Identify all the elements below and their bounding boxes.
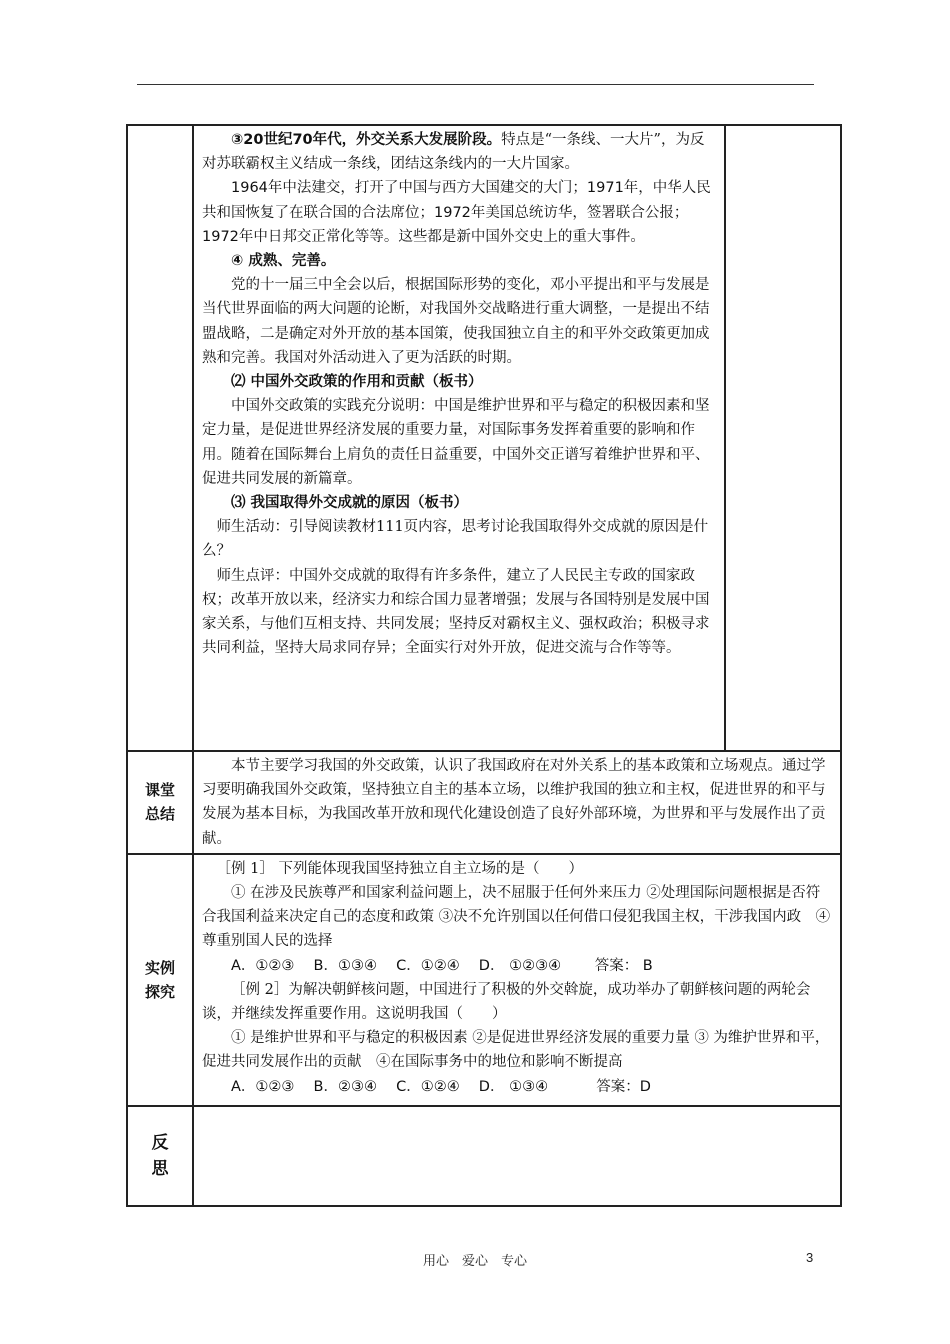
content-cell	[193, 125, 725, 751]
empty-label-cell	[127, 125, 193, 751]
examples-label-line2: 探究	[144, 982, 175, 1001]
footer-motto: 用心 爱心 专心	[422, 1254, 527, 1269]
paragraph-events: 1964年中法建交，打开了中国与西方大国建交的大门；1971年，中华人民共和国恢复了在联合国的合法席位；1972年美国总统访华，签署联合公报；1972年中日邦交正常化等等。这些都是新中国外交史上的重大事件。	[202, 180, 711, 245]
summary-label-line1: 课堂	[144, 781, 175, 800]
heading-reasons: ⑶ 我国取得外交成就的原因（板书）	[231, 495, 469, 512]
examples-label-line1: 实例	[144, 958, 175, 977]
paragraph-stage-3	[202, 128, 718, 176]
reflection-label-line2: 思	[151, 1158, 169, 1179]
lesson-table	[126, 124, 842, 1207]
paragraph-comment: 师生点评：中国外交成就的取得有许多条件，建立了人民民主专政的国家政权；改革开放以来，经济实力和综合国力显著增强；发展与各国特别是发展中国家关系，与他们互相支持、共同发展；坚持反对霸权主义、强权政治；积极寻求共同利益，坚持大局求同存异；全面实行对外开放，促进交流与合作等等。	[202, 567, 710, 657]
stage-3-heading: ③20世纪70年代，外交关系大发展阶段。	[231, 132, 502, 148]
notes-cell	[725, 125, 841, 751]
header-rule	[137, 84, 814, 85]
paragraph-activity: 师生活动：引导阅读教材111页内容，思考讨论我国取得外交成就的原因是什么？	[202, 519, 709, 560]
page-number: 3	[806, 1250, 814, 1265]
table-row-examples	[127, 854, 841, 1106]
reflection-label-line1: 反	[151, 1132, 169, 1153]
summary-text: 本节主要学习我国的外交政策，认识了我国政府在对外关系上的基本政策和立场观点。通过学习要明确我国外交政策，坚持独立自主的基本立场，以维护我国的独立和主权，促进世界的和平与发展为基本目标，为我国改革开放和现代化建设创造了良好外部环境，为世界和平与发展作出了贡献。	[202, 758, 826, 847]
example-1-choices	[202, 954, 834, 978]
example-2-choice-list: A．①②③ B．②③④ C．①②④ D． ①③④	[231, 1078, 549, 1095]
stage-3-text: 特点是“一条线、一大片”，为反对苏联霸权主义结成一条线，团结这条线内的一大片国家。	[202, 132, 705, 173]
summary-label	[127, 751, 193, 854]
heading-role-contribution: ⑵ 中国外交政策的作用和贡献（板书）	[231, 374, 483, 391]
example-2-question: ［例 2］为解决朝鲜核问题，中国进行了积极的外交斡旋，成功举办了朝鲜核问题的两轮会谈，并继续发挥重要作用。这说明我国（ ）	[202, 981, 811, 1023]
reflection-cell	[193, 1106, 841, 1206]
examples-cell	[193, 854, 841, 1106]
examples-label	[127, 854, 193, 1106]
example-2-choices	[202, 1075, 834, 1099]
paragraph-stage-4: 党的十一届三中全会以后，根据国际形势的变化，邓小平提出和平与发展是当代世界面临的两大问题的论断，对我国外交战略进行重大调整，一是提出不结盟战略，二是确定对外开放的基本国策，使我国独立自主的和平外交政策更加成熟和完善。我国对外活动进入了更为活跃的时期。	[202, 277, 710, 366]
table-row-reflection	[127, 1106, 841, 1206]
table-row-content	[127, 125, 841, 751]
example-1-answer: 答案： B	[594, 957, 653, 974]
summary-cell	[193, 751, 841, 854]
summary-label-line2: 总结	[144, 805, 175, 824]
example-2-options: ① 是维护世界和平与稳定的积极因素 ②是促进世界经济发展的重要力量 ③ 为维护世界和平，促进共同发展作出的贡献 ④在国际事务中的地位和影响不断提高	[202, 1030, 830, 1071]
table-row-summary	[127, 751, 841, 854]
paragraph-role: 中国外交政策的实践充分说明：中国是维护世界和平与稳定的积极因素和坚定力量，是促进世界经济发展的重要力量，对国际事务发挥着重要的影响和作用。随着在国际舞台上肩负的责任日益重要，中国外交正谱写着维护世界和平、促进共同发展的新篇章。	[202, 398, 710, 487]
reflection-label	[127, 1106, 193, 1206]
example-1-question: ［例 1］ 下列能体现我国坚持独立自主立场的是（ ）	[216, 860, 583, 877]
stage-4-heading: ④ 成熟、完善。	[231, 253, 336, 270]
example-2-answer: 答案：D	[596, 1078, 651, 1095]
example-1-options: ① 在涉及民族尊严和国家利益问题上，决不屈服于任何外来压力 ②处理国际问题根据是否符合我国利益来决定自己的态度和政策 ③决不允许别国以任何借口侵犯我国主权，干涉我国内政 ④尊重别国人民的选择	[202, 885, 831, 950]
example-1-choice-list: A．①②③ B．①③④ C．①②④ D． ①②③④	[231, 957, 562, 974]
